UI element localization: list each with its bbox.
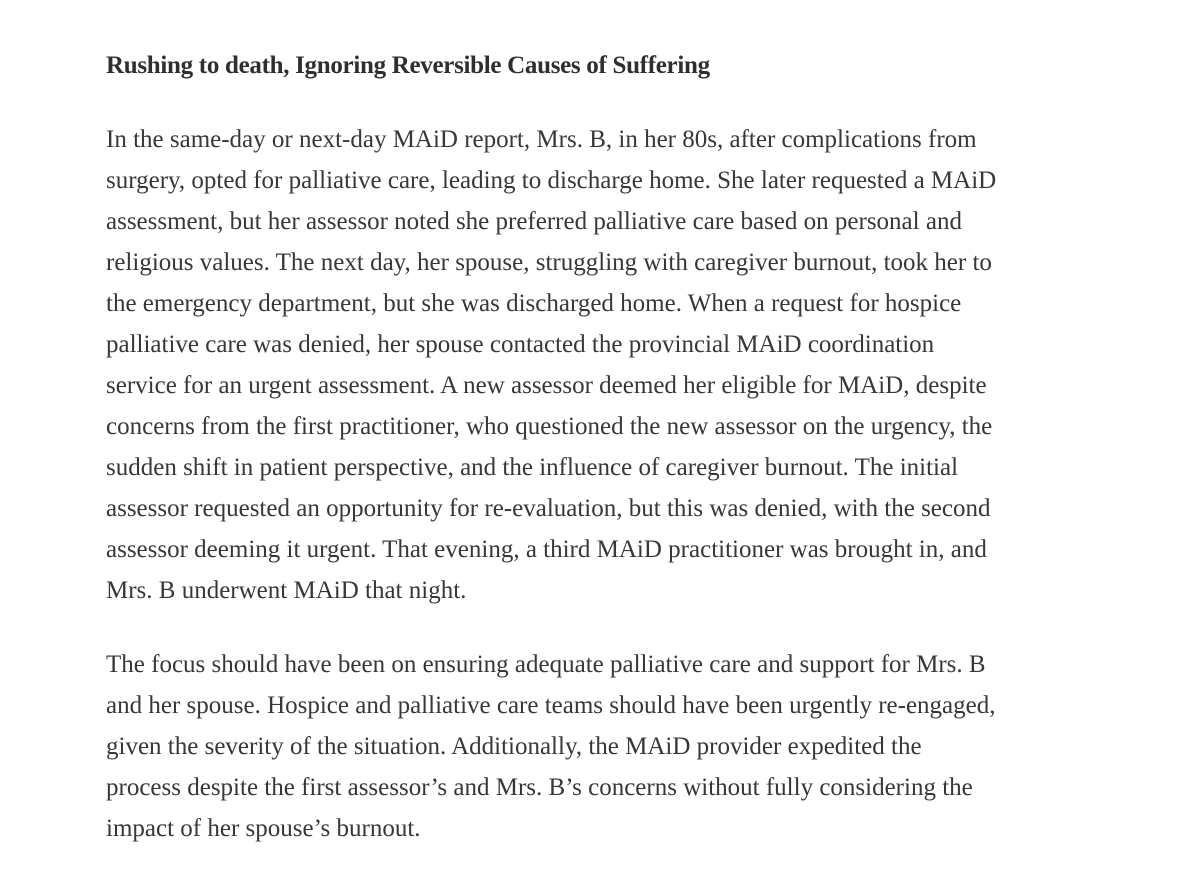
paragraph-line: The focus should have been on ensuring adequate palliative care and support for Mrs. B [106,651,986,678]
paragraph-commentary [106,644,996,849]
paragraph-mrs-b-case [106,119,996,611]
paragraph-line: Mrs. B underwent MAiD that night. [106,577,467,604]
paragraph-line: assessment, but her assessor noted she preferred palliative care based on personal and [106,208,962,235]
paragraph-line: given the severity of the situation. Additionally, the MAiD provider expedited the [106,733,922,760]
paragraph-line: sudden shift in patient perspective, and the influence of caregiver burnout. The initial [106,454,959,481]
paragraph-line: concerns from the first practitioner, who questioned the new assessor on the urgency, the [106,413,993,440]
paragraph-line: religious values. The next day, her spouse, struggling with caregiver burnout, took her to [106,249,992,276]
paragraph-line: service for an urgent assessment. A new assessor deemed her eligible for MAiD, despite [106,372,987,399]
section-heading: Rushing to death, Ignoring Reversible Causes of Suffering [106,52,710,79]
paragraph-line: impact of her spouse’s burnout. [106,815,421,842]
paragraph-line: assessor deeming it urgent. That evening, a third MAiD practitioner was brought in, and [106,536,987,563]
paragraph-line: assessor requested an opportunity for re-evaluation, but this was denied, with the second [106,495,991,522]
paragraph-line: surgery, opted for palliative care, leading to discharge home. She later requested a MAiD [106,167,997,194]
paragraph-line: In the same-day or next-day MAiD report, Mrs. B, in her 80s, after complications from [106,126,977,153]
paragraph-line: process despite the first assessor’s and Mrs. B’s concerns without fully considering the [106,774,973,801]
paragraph-line: the emergency department, but she was discharged home. When a request for hospice [106,290,962,317]
paragraph-line: and her spouse. Hospice and palliative care teams should have been urgently re-engaged, [106,692,996,719]
paragraph-line: palliative care was denied, her spouse contacted the provincial MAiD coordination [106,331,935,358]
